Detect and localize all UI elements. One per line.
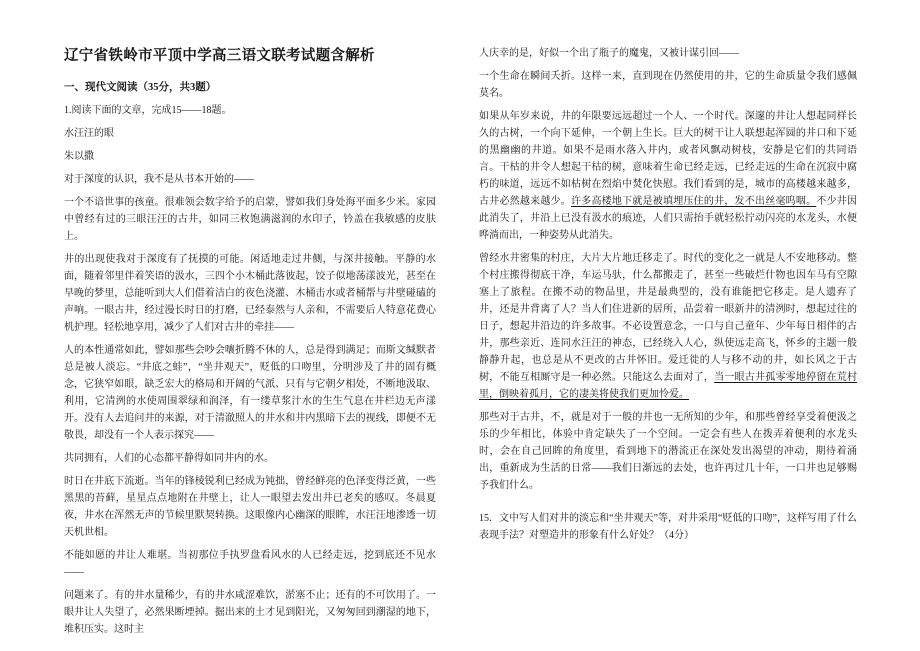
section-heading <box>64 79 436 96</box>
text-run: 曾经水井密集的村庄，大片大片地迁移走了。时代的变化之一就是人不安地移动。整个村庄搬得彻底干净，车运马驮，什么都搬走了，甚至一些破烂什物也因车马有空隙塞上了旅程。在搬不动的物品里，井是最典型的，没有谁能把它移走。是人遗弃了井，还是井背离了人？当人们住进新的居所，品尝着一眼新井的清洌时，想起过往的日子，想起井沿边的许多故事。不必设置意念，一口与自己童年、少年每日相伴的古井，那些亲近、连同水汪汪的神态，已经绕入人心，纵使远走高飞，怀乡的主题一般静静升起，也总是从不更改的古井怀旧。爱迁徙的人与移不动的井，如长风之于古树，不能互相厮守是一种必然。只能这么去面对了， <box>479 253 857 383</box>
text-run: 共同拥有，人们的心态都平静得如同井内的水。 <box>64 453 274 464</box>
text-run: 那些对于古井，不，就是对于一般的井也一无所知的少年，和那些曾经享受着便汲之乐的少年相比，体验中肯定缺失了一个空间。一定会有些人在拨弄着便利的水龙头时，会在自己回眸的角度里，看到地下的潜流正在深处发出渴望的冲动，期待着涌出，重新成为生活的日常——我们日渐远的去处，也许再过几十年，一口井也足够赐予我们什么。 <box>479 412 857 491</box>
paragraph <box>64 342 436 444</box>
text-run: 不少井因此消失了，井沿上已没有汲水的痕迹，人们只需抬手就轻松拧动闪亮的水龙头，水便哗淌而出，一种姿势从此消失。 <box>479 196 858 241</box>
text-run: 对于深度的认识，我不是从书本开始的—— <box>64 174 254 185</box>
text-run: 时日在井底下流逝。当年的锋棱锐利已经成为钝拙，曾经鲜亮的色泽变得泛黄，一些黑黑的苔藓，星星点点地附在井壁上，让人一眼望去发出井已老矣的感叹。冬晨夏夜，井水在浑然无声的节候里默契转换。这眼像内心幽深的眼眸，水汪汪地渗透一切天机世相。 <box>64 476 436 538</box>
right-column <box>479 44 857 644</box>
text-run: 不能如愿的井让人难堪。当初那位手执罗盘看风水的人已经走远，挖到底还不见水—— <box>64 550 436 578</box>
text-run: 问题来了。有的井水量稀少，有的井水咸涩难饮，淤塞不止；还有的不可饮用了。一眼井让人失望了，必然果断堙掉。掘出来的土才见到阳光，又匆匆回到潮湿的地下，堆积压实。这时主 <box>64 590 436 635</box>
paragraph <box>64 171 436 188</box>
left-column-text <box>64 79 436 638</box>
essay-author <box>64 148 436 165</box>
paragraph <box>479 68 857 102</box>
text-run: 井的出现使我对于深度有了抚摸的可能。闲适地走过井侧，与深井接触。平静的水面，随着邻里伴着笑语的汲水，三四个小木桶此落彼起，饺子似地荡漾波光，甚至在早晚的梦里，总能听到大人们借着洁白的夜色浇灌、木桶击水或者桶帮与井壁碰磕的声响。一眼古井，经过漫长时日的打磨，已经泰然与人亲和，不需要后人特意花费心机护理。轻松地享用，减少了人们对古井的牵挂—— <box>64 254 436 333</box>
text-run: 人的本性通常如此，譬如那些会吵会嚷折腾不休的人，总是得到满足；而斯文缄默者总是被人淡忘。“井底之蛙”，“坐井观天”，贬低的口吻里，分明涉及了井的固有概念，它狭窄如眼，缺乏宏大的格局和开阔的气派、只有与它朝夕相处，不断地汲取、利用，它清洌的水使周围翠绿和润泽，有一缕草浆汁水的生生气息在井栏边无声漾开。没有人去追问井的来源，对于清澈照人的井水和井内黑暗下去的视线，即便不无敬畏，却没有一个人表示探究—— <box>64 345 436 441</box>
paragraph <box>64 251 436 336</box>
paragraph <box>64 587 436 638</box>
underlined-passage: 当一眼古井孤零零地停留在荒村里，倒映着孤月，它的凄美将使我们更加怜爱。 <box>479 372 858 400</box>
left-column <box>64 44 436 644</box>
text-run: 15．文中写人们对井的淡忘和“坐井观天”等，对井采用“贬低的口吻”，这样写用了什么表现手法？对塑造井的形象有什么好处？（4分） <box>479 513 857 541</box>
essay-title <box>64 125 436 142</box>
paragraph <box>64 547 436 581</box>
text-run: 一、现代文阅读（35分，共3题） <box>64 82 217 93</box>
paragraph <box>64 194 436 245</box>
document-title: 辽宁省铁岭市平顶中学高三语文联考试题含解析 <box>64 48 375 64</box>
text-run: 一个生命在瞬间夭折。这样一来，直到现在仍然使用的井，它的生命质量令我们感佩莫名。 <box>479 71 857 99</box>
text-run: 水汪汪的眼 <box>64 128 114 139</box>
text-run: 人庆幸的是，好似一个出了瓶子的魔鬼，又被计谋引回—— <box>479 48 739 59</box>
paragraph <box>479 45 857 62</box>
text-run: 1.阅读下面的文章，完成15——18题。 <box>64 105 232 116</box>
paragraph <box>479 250 857 403</box>
paragraph <box>479 108 857 244</box>
text-run: 如果从年岁来说，井的年限要远远超过一个人、一个时代。深邃的井让人想起同样长久的古树，一个向下延伸，一个朝上生长。巨大的树干让人联想起浑圆的井口和下延的黑幽幽的井道。如果不是雨水落入井内，或者风飘动树枝，安静是它们的共同语言。干枯的井令人想起干枯的树，意味着生命已经走远，已经走远的生命在沉寂中腐朽的味道，远远不如枯树在烈焰中焚化快慰。我们看到的是，城市的高楼越来越多，古井必然越来越少。 <box>479 111 857 207</box>
two-column-layout <box>64 44 857 644</box>
text-run: 一个不谙世事的孩童。很难领会数字给予的启蒙，譬如我们身处海平面多少米。家园中曾经有过的三眼汪汪的古井，如同三枚饱满滋润的水印子，钤盖在我敏感的皮肤上。 <box>64 197 436 242</box>
underlined-passage: 许多高楼地下就是被填埋压住的井，发不出丝毫呜咽。 <box>571 196 817 207</box>
text-run: 朱以撒 <box>64 151 94 162</box>
instruction-line <box>64 102 436 119</box>
paragraph <box>64 473 436 541</box>
question-15 <box>479 510 857 544</box>
paragraph <box>64 450 436 467</box>
paragraph <box>479 409 857 494</box>
